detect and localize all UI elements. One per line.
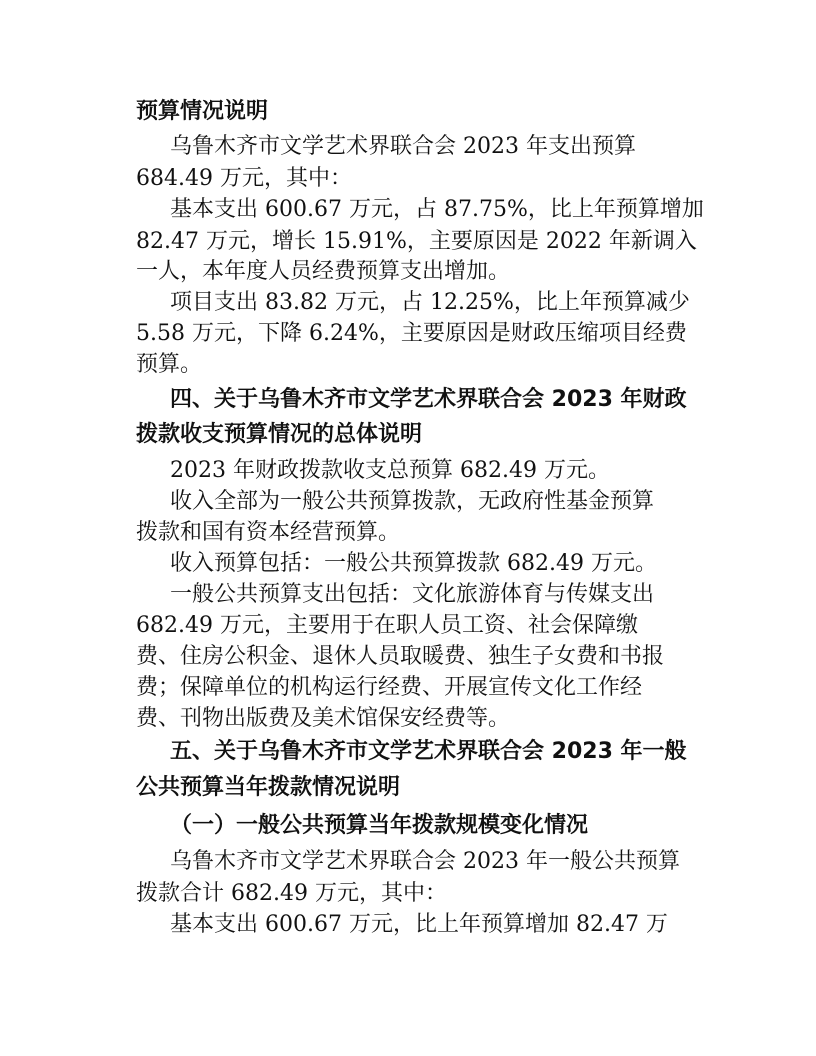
paragraph-line: 收入全部为一般公共预算拨款，无政府性基金预算	[170, 489, 655, 514]
section-heading-5-cont: 公共预算当年拨款情况说明	[136, 775, 401, 800]
subsection-heading-1: （一）一般公共预算当年拨款规模变化情况	[170, 813, 589, 838]
paragraph-line: 684.49 万元，其中：	[136, 166, 352, 191]
paragraph-line: 基本支出 600.67 万元，比上年预算增加 82.47 万	[170, 912, 668, 937]
paragraph-line: 预算。	[136, 352, 203, 377]
paragraph-line: 682.49 万元，主要用于在职人员工资、社会保障缴	[136, 613, 638, 638]
paragraph-line: 费、刊物出版费及美术馆保安经费等。	[136, 706, 511, 731]
paragraph-line: 2023 年财政拨款收支总预算 682.49 万元。	[170, 458, 610, 483]
section-heading-4-cont: 拨款收支预算情况的总体说明	[136, 422, 423, 447]
paragraph-line: 费、住房公积金、退休人员取暖费、独生子女费和书报	[136, 644, 665, 669]
section-heading-4: 四、关于乌鲁木齐市文学艺术界联合会 2023 年财政	[170, 387, 687, 412]
paragraph-line: 一般公共预算支出包括：文化旅游体育与传媒支出	[170, 582, 655, 607]
paragraph-line: 82.47 万元，增长 15.91%，主要原因是 2022 年新调入	[136, 229, 697, 254]
paragraph-line: 一人，本年度人员经费预算支出增加。	[136, 259, 511, 284]
paragraph-line: 项目支出 83.82 万元，占 12.25%，比上年预算减少	[170, 290, 690, 315]
paragraph-line: 拨款合计 682.49 万元，其中：	[136, 881, 447, 906]
paragraph-line: 基本支出 600.67 万元，占 87.75%，比上年预算增加	[170, 197, 704, 222]
section-heading-continued: 预算情况说明	[136, 99, 269, 124]
paragraph-line: 拨款和国有资本经营预算。	[136, 520, 401, 545]
paragraph-line: 5.58 万元，下降 6.24%，主要原因是财政压缩项目经费	[136, 321, 687, 346]
section-heading-5: 五、关于乌鲁木齐市文学艺术界联合会 2023 年一般	[170, 739, 687, 764]
paragraph-line: 费；保障单位的机构运行经费、开展宣传文化工作经	[136, 675, 643, 700]
paragraph-line: 收入预算包括：一般公共预算拨款 682.49 万元。	[170, 551, 657, 576]
paragraph-line: 乌鲁木齐市文学艺术界联合会 2023 年一般公共预算	[170, 849, 680, 874]
paragraph-line: 乌鲁木齐市文学艺术界联合会 2023 年支出预算	[170, 134, 636, 159]
